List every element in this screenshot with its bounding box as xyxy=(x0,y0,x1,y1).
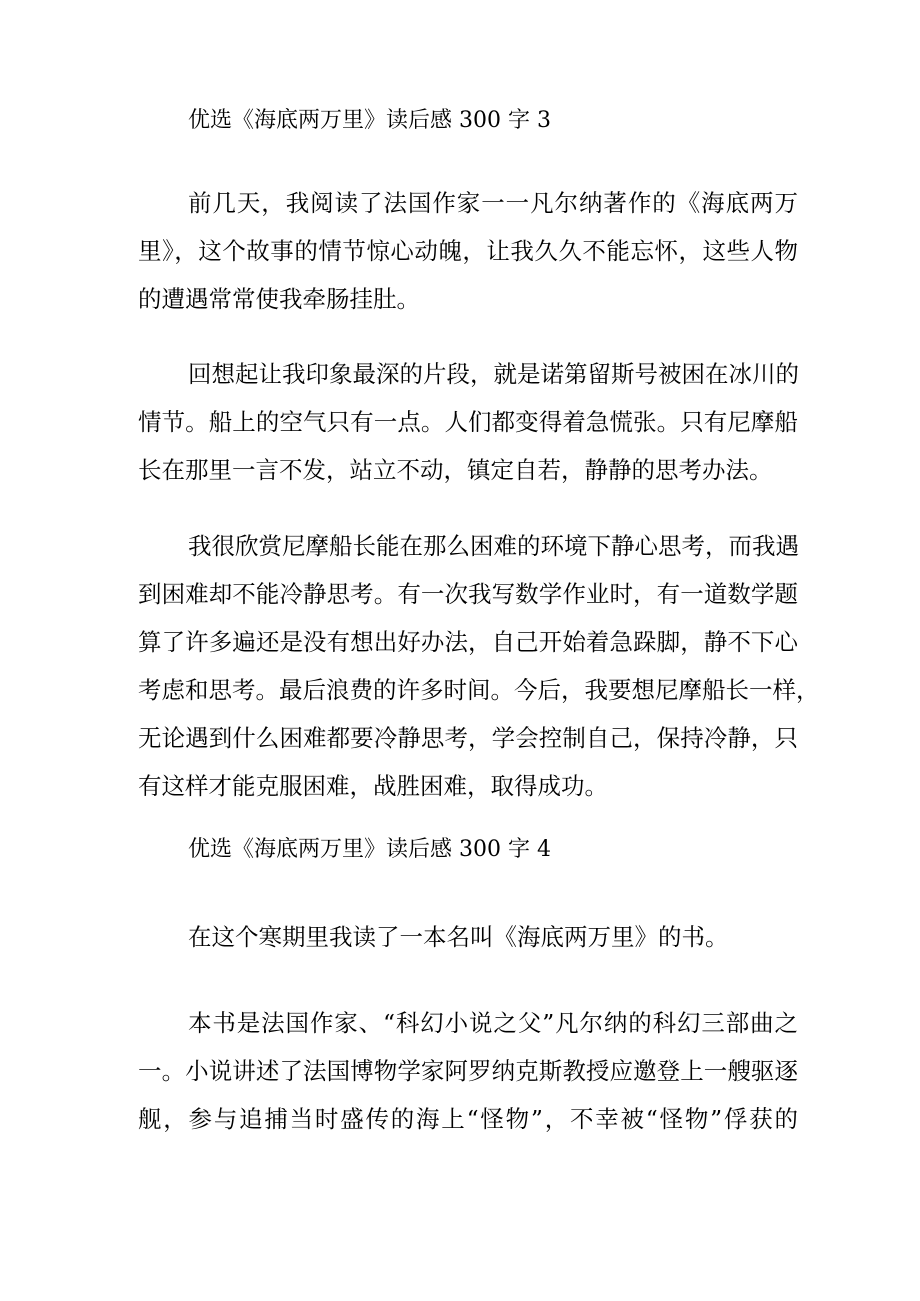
paragraph-line: 的遭遇常常使我牵肠挂肚。 xyxy=(138,285,420,313)
section-heading: 优选《海底两万里》读后感 300 字 3 xyxy=(188,108,551,133)
paragraph-line: 回想起让我印象最深的片段，就是诺第留斯号被困在冰川的 xyxy=(188,360,799,388)
paragraph-line: 考虑和思考。最后浪费的许多时间。今后，我要想尼摩船长一样， xyxy=(138,676,820,704)
paragraph-line: 本书是法国作家、“科幻小说之父”凡尔纳的科幻三部曲之 xyxy=(188,1009,798,1037)
paragraph-line: 一。小说讲述了法国博物学家阿罗纳克斯教授应邀登上一艘驱逐 xyxy=(138,1057,798,1085)
paragraph xyxy=(138,179,798,323)
paragraph xyxy=(138,999,798,1143)
paragraph-line: 在这个寒期里我读了一本名叫《海底两万里》的书。 xyxy=(188,923,729,951)
paragraph-line: 里》，这个故事的情节惊心动魄，让我久久不能忘怀，这些人物 xyxy=(138,237,798,265)
section-heading: 优选《海底两万里》读后感 300 字 4 xyxy=(188,837,551,862)
paragraph-line: 算了许多遍还是没有想出好办法，自己开始着急跺脚，静不下心 xyxy=(138,628,798,656)
paragraph-line: 舰，参与追捕当时盛传的海上“怪物”，不幸被“怪物”俘获的 xyxy=(138,1105,798,1133)
paragraph xyxy=(138,350,798,494)
paragraph xyxy=(138,522,820,810)
paragraph-line: 我很欣赏尼摩船长能在那么困难的环境下静心思考，而我遇 xyxy=(188,532,799,560)
paragraph-line: 前几天，我阅读了法国作家一一凡尔纳著作的《海底两万 xyxy=(188,189,798,217)
paragraph-line: 情节。船上的空气只有一点。人们都变得着急慌张。只有尼摩船 xyxy=(138,408,798,436)
paragraph-line: 长在那里一言不发，站立不动，镇定自若，静静的思考办法。 xyxy=(138,456,773,484)
paragraph-line: 无论遇到什么困难都要冷静思考，学会控制自己，保持冷静，只 xyxy=(138,724,798,752)
paragraph-line: 到困难却不能冷静思考。有一次我写数学作业时，有一道数学题 xyxy=(138,580,798,608)
paragraph-line: 有这样才能克服困难，战胜困难，取得成功。 xyxy=(138,772,608,800)
paragraph xyxy=(138,913,798,961)
